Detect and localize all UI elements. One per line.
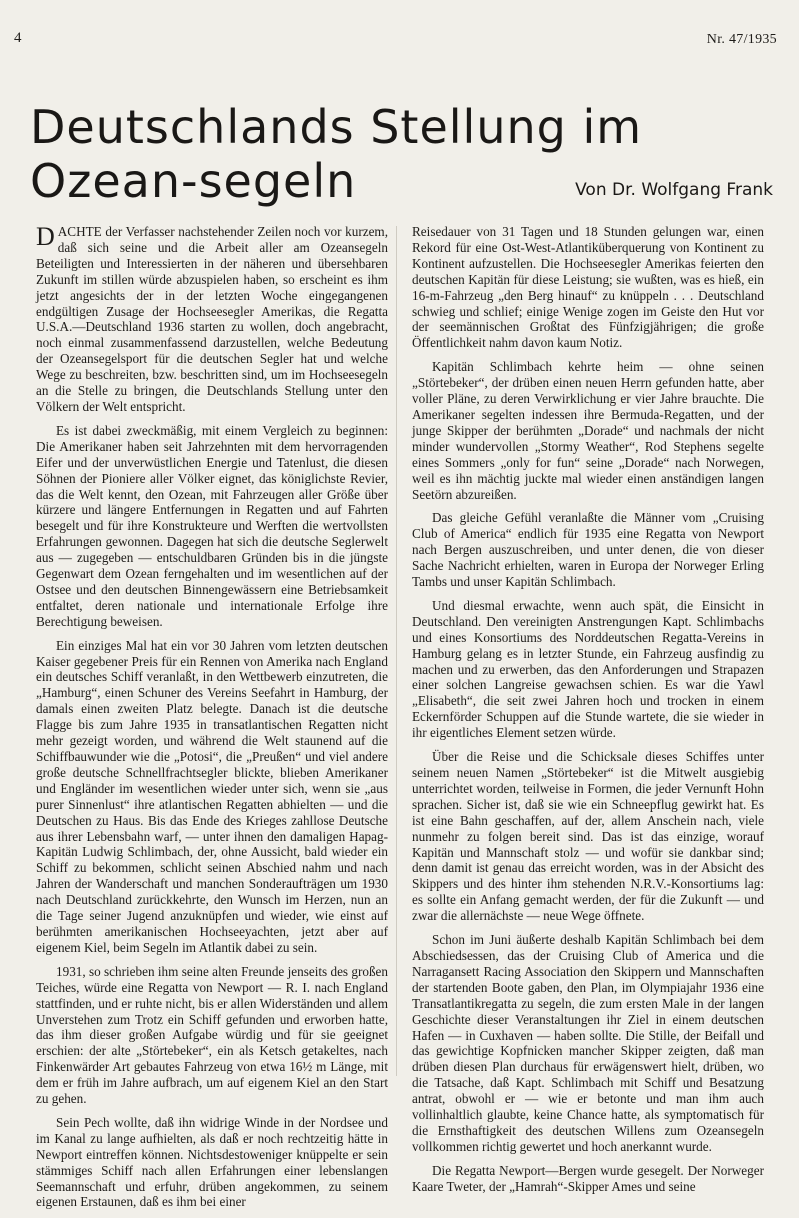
paragraph: Reisedauer von 31 Tagen und 18 Stunden gelungen war, einen Rekord für eine Ost-West-Atlantiküberquerung von Kontinent zu Kontinent aufzustellen. Die Hochseesegler Amerikas feierten den deutschen Kapitän für diese Leistung; sie wußten, was es hieß, ein 16-m-Fahrzeug „den Berg hinauf“ zu knüppeln . . . Deutschland schwieg und schlief; einige Wenige zogen im Geiste den Hut vor der seemännischen Großtat des Fünfzigjährigen; die große Öffentlichkeit nahm davon kaum Notiz. bbox=[412, 224, 764, 351]
paragraph: 1931, so schrieben ihm seine alten Freunde jenseits des großen Teiches, würde eine Regatta von Newport — R. I. nach England stattfinden, und er ruhte nicht, bis er allen Widerständen und allem Unverstehen zum Trotz ein Schiff gefunden und erworben hatte, das ihm dieser großen Aufgabe würdig und für sie geeignet erschien: der alte „Störtebeker“, ein als Ketsch getakeltes, nach Finkenwärder Art gebautes Fahrzeug von etwa 16½ m Länge, mit dem er früh im Jahre aufbrach, um auf eigenem Kiel an den Start zu gehen. bbox=[36, 963, 388, 1107]
paragraph: Ein einziges Mal hat ein vor 30 Jahren vom letzten deutschen Kaiser gegebener Preis für ein Rennen von Amerika nach England ein deutsches Schiff veranlaßt, in den Wettbewerb einzutreten, die „Hamburg“, einen Schuner des Vereins Seefahrt in Hamburg, der damals einen zweiten Platz belegte. Danach ist die deutsche Flagge bis zum Jahre 1935 in transatlantischen Regatten nicht mehr gezeigt worden, und während die Welt staunend auf die Schiffbauwunder wie die „Potosi“, die „Preußen“ und viel andere große deutsche Schnellfrachtsegler blickte, blieben Amerikaner und Engländer im wesentlichen wieder unter sich, wenn sie „aus purer Sinnenlust“ ihre atlantischen Regatten abhielten — und die Deutschen zu Haus. Bis das Ende des Krieges zahllose Deutsche aus ihrer Lebensbahn warf, — unter ihnen den damaligen Hapag-Kapitän Ludwig Schlimbach, der, ohne Aussicht, bald wieder ein Schiff zu bekommen, schlicht seinen Abschied nahm und nach Jahren der Wanderschaft und manchen Sonderaufträgen um 1930 nach Deutschland zurückkehrte, den Wunsch im Herzen, nun an die Tage seiner Jugend anzuknüpfen und wieder, wie einst auf berühmten amerikanischen Hochseeyachten, jetzt aber auf eigenem Kiel, beim Segeln im Atlantik dabei zu sein. bbox=[36, 637, 388, 955]
issue-number: Nr. 47/1935 bbox=[706, 32, 777, 47]
article-title: Deutschlands Stellung im Ozean-segeln bbox=[30, 100, 643, 208]
article-author: Von Dr. Wolfgang Frank bbox=[575, 180, 773, 200]
paragraph: Schon im Juni äußerte deshalb Kapitän Schlimbach bei dem Abschiedsessen, das der Cruising Club of America und die Narragansett Racing Association den Skippern und Mannschaften der startenden Boote gaben, den Plan, im Olympiajahr 1936 eine Transatlantikregatta zu segeln, die zum ersten Male in der langen Geschichte dieser Veranstaltungen ihr Ziel in einem deutschen Hafen — in Cuxhaven — haben sollte. Die Stille, der Beifall und das gewichtige Kopfnicken mancher Skipper zeigten, daß man drüben diesen Plan durchaus für erwägenswert hielt, drüben, wo die Tatsache, daß Kapt. Schlimbach mit Schiff und Besatzung antrat, obwohl er — wie er betonte und man ihm auch vollinhaltlich glaubte, keine Chance hatte, als symptomatisch für die Ernsthaftigkeit des deutschen Willens zum Ozeansegeln vollkommen richtig gewertet und hoch anerkannt wurde. bbox=[412, 932, 764, 1154]
paragraph bbox=[36, 224, 388, 415]
right-column bbox=[412, 224, 764, 1203]
paragraph: Und diesmal erwachte, wenn auch spät, die Einsicht in Deutschland. Den vereinigten Anstrengungen Kapt. Schlimbachs und eines Konsortiums des Norddeutschen Regatta-Vereins in Hamburg gelang es in letzter Stunde, ein Fahrzeug ausfindig zu machen und zu erwerben, das den Anforderungen und Strapazen einer solchen Langreise gewachsen schien. Es war die Yawl „Elisabeth“, die seit zwei Jahren hoch und trocken in einem Eckernförder Schuppen auf die Stunde wartete, die sie wieder in ihr eigentliches Element setzen würde. bbox=[412, 597, 764, 741]
paragraph: Sein Pech wollte, daß ihn widrige Winde in der Nordsee und im Kanal zu lange aufhielten, als daß er noch rechtzeitig hätte in Newport eintreffen können. Nichtsdestoweniger knüppelte er sein stämmiges Schiff nach allen Erfahrungen einer lebenslangen Seemannschaft und erfuhr, drüben angekommen, zu seinem eigenen Erstaunen, daß es ihm bei einer bbox=[36, 1114, 388, 1210]
page-number: 4 bbox=[14, 30, 22, 46]
paragraph-text: ACHTE der Verfasser nachstehender Zeilen noch vor kurzem, daß sich seine und die Arbeit aller am Ozeansegeln Beteiligten und Interessierten in der näheren und übersehbaren Zukunft im stillen würde abzuspielen haben, so erscheint es ihm jetzt angesichts der in der letzten Woche eingegangenen endgültigen Zusage der Hochseesegler Amerikas, die Regatta U.S.A.—Deutschland 1936 starten zu wollen, doch angebracht, noch einmal zusammenfassend darzustellen, welche Bedeutung der Ozeansegelsport für die deutschen Segler hat und welche Wege zu beschreiten, bzw. beschritten sind, um im Hochseesegeln an die Stelle zu bringen, die Deutschlands Stellung unter den Völkern der Welt entspricht. bbox=[36, 224, 388, 414]
column-divider bbox=[396, 226, 397, 1076]
left-column bbox=[36, 224, 388, 1218]
paragraph: Es ist dabei zweckmäßig, mit einem Vergleich zu beginnen: Die Amerikaner haben seit Jahrzehnten mit dem hervorragenden Eifer und der unverwüstlichen Energie und Tatenlust, die diesen Söhnen der Pioniere aller Völker eignet, das königlichste Revier, das die Welt kennt, den Ozean, mit Fahrzeugen aller Größe über kürzere und längere Entfernungen in Regatten und auf Fahrten besegelt und für ihre Konstrukteure und Werften die wertvollsten Erfahrungen gewonnen. Dagegen hat sich die deutsche Seglerwelt aus — zugegeben — entschuldbaren Gründen bis in die jüngste Gegenwart dem Ozean ferngehalten und im wesentlichen auf der Ostsee und den deutschen Binnengewässern eine Betriebsamkeit entfaltet, deren nationale und internationale Erfolge ihre Berechtigung beweisen. bbox=[36, 422, 388, 629]
drop-cap: D bbox=[36, 222, 55, 251]
paragraph: Kapitän Schlimbach kehrte heim — ohne seinen „Störtebeker“, der drüben einen neuen Herrn gefunden hatte, aber voller Pläne, zu deren Verwirklichung er vier Jahre brauchte. Die Amerikaner segelten indessen ihre Bermuda-Regatten, und der junge Skipper der berühmten „Dorade“ und nachmals der nicht minder wundervollen „Stormy Weather“, Rod Stephens segelte eines Sommers „only for fun“ seine „Dorade“ nach Norwegen, weil es ihn mächtig juckte mal wieder einen anständigen langen Seetörn abzureißen. bbox=[412, 359, 764, 502]
paragraph: Über die Reise und die Schicksale dieses Schiffes unter seinem neuen Namen „Störtebeker“ ist die Mitwelt ausgiebig unterrichtet worden, teilweise in Formen, die jeder Vernunft Hohn sprachen. Sicher ist, daß sie wie ein Schneepflug gewirkt hat. Es ist eine Bahn geschaffen, auf der, allem Anschein nach, viele nunmehr zu folgen bereit sind. Das ist das einzige, worauf Kapitän und Mannschaft stolz — und wofür sie dankbar sind; denn damit ist genau das erreicht worden, was in der Absicht des Skippers und des hinter ihm stehenden N.R.V.-Konsortiums lag: es sollte ein Anfang gemacht werden, der für die Zukunft — und zwar die allernächste — neue Wege öffnete. bbox=[412, 749, 764, 924]
paragraph: Die Regatta Newport—Bergen wurde gesegelt. Der Norweger Kaare Tweter, der „Hamrah“-Skipper Ames und seine bbox=[412, 1162, 764, 1194]
paragraph: Das gleiche Gefühl veranlaßte die Männer vom „Cruising Club of America“ endlich für 1935 eine Regatta von Newport nach Bergen auszuschreiben, und unter denen, die von dieser Sache Nachricht erhielten, waren in Europa der Norweger Erling Tambs und unser Kapitän Schlimbach. bbox=[412, 510, 764, 590]
